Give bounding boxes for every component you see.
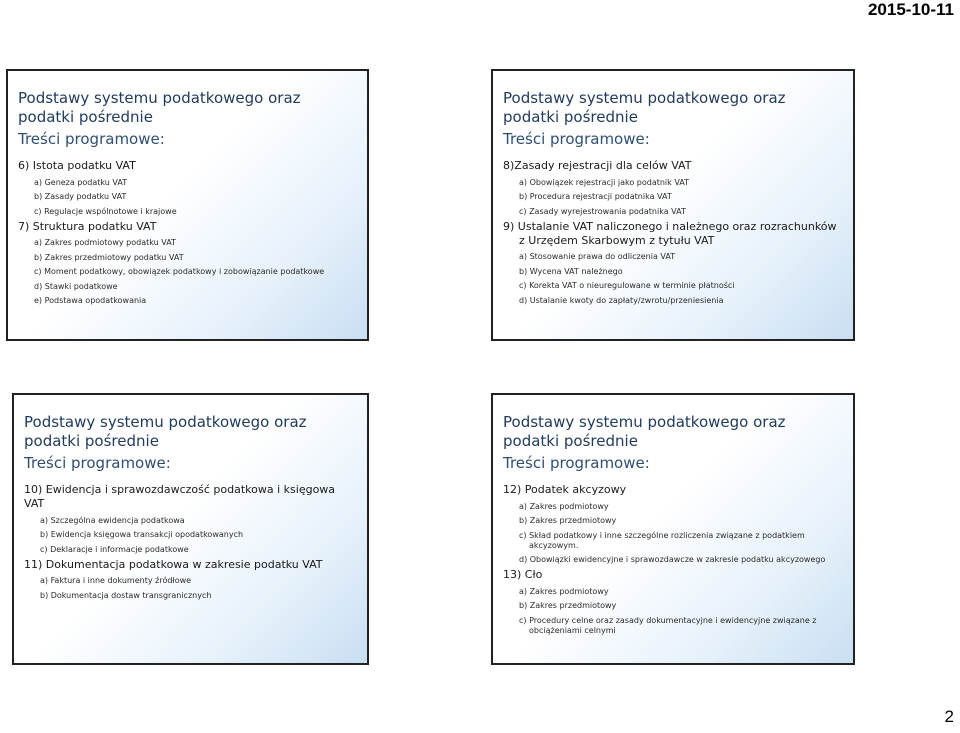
outline-subitem: c) Deklaracje i informacje podatkowe [40,544,189,554]
outline-subitem: c) Moment podatkowy, obowiązek podatkowy i zobowiązanie podatkowe [34,267,325,276]
outline-subitem: c) Korekta VAT o nieuregulowane w terminie płatności [519,281,735,290]
outline-subitem: b) Zakres przedmiotowy [519,601,617,610]
outline-subitem: a) Zakres podmiotowy [519,586,609,596]
outline-item: 6) Istota podatku VAT [18,159,136,172]
outline-subitem: d) Obowiązki ewidencyjne i sprawozdawcze w zakresie podatku akcyzowego [519,555,826,564]
outline-subitem: a) Stosowanie prawa do odliczenia VAT [519,252,676,261]
slide-subtitle: Treści programowe: [503,130,650,148]
slide-title: Podstawy systemu podatkowego oraz podatki pośrednie [503,89,786,126]
outline-subitem: a) Zakres podmiotowy [519,501,609,511]
outline-subitem: a) Szczególna ewidencja podatkowa [40,515,185,525]
outline-subitem: a) Obowiązek rejestracji jako podatnik VAT [519,177,690,187]
slide-title: Podstawy systemu podatkowego oraz podatki pośrednie [503,413,786,450]
outline-subitem: d) Ustalanie kwoty do zapłaty/zwrotu/przeniesienia [519,295,724,305]
outline-item: 12) Podatek akcyzowy [503,483,627,496]
outline-subitem: c) Regulacje wspólnotowe i krajowe [34,206,177,216]
outline-subitem: b) Wycena VAT należnego [519,266,623,276]
outline-subitem: b) Zasady podatku VAT [34,192,127,201]
slide-subtitle: Treści programowe: [503,454,650,472]
page-date: 2015-10-11 [867,0,954,19]
outline-subitem: c) Skład podatkowy i inne szczególne rozliczenia związane z podatkiem akcyzowym. [519,530,805,550]
outline-item: 11) Dokumentacja podatkowa w zakresie podatku VAT [24,557,323,571]
outline-subitem: e) Podstawa opodatkowania [34,296,147,305]
outline-subitem: c) Procedury celne oraz zasady dokumentacyjne i ewidencyjne związane z obciążeniami celnymi [519,615,817,635]
slide-4 [491,393,855,665]
slide-title: Podstawy systemu podatkowego oraz podatki pośrednie [18,89,301,126]
outline-subitem: b) Dokumentacja dostaw transgranicznych [40,590,212,600]
outline-subitem: b) Ewidencja księgowa transakcji opodatkowanych [40,530,244,539]
outline-item: 9) Ustalanie VAT naliczonego i należnego oraz rozrachunków z Urzędem Skarbowym z tytułu VAT [503,219,837,247]
outline-item: 13) Cło [503,568,543,581]
slide-subtitle: Treści programowe: [24,454,171,472]
outline-item: 7) Struktura podatku VAT [18,219,157,233]
outline-item: 8)Zasady rejestracji dla celów VAT [503,159,692,172]
slide-title: Podstawy systemu podatkowego oraz podatki pośrednie [24,413,307,450]
outline-item: 10) Ewidencja i sprawozdawczość podatkowa i księgowa VAT [24,483,336,510]
page-number: 2 [944,707,954,726]
outline-subitem: b) Zakres przedmiotowy [519,516,617,525]
outline-subitem: a) Faktura i inne dokumenty źródłowe [40,576,192,585]
outline-subitem: b) Procedura rejestracji podatnika VAT [519,192,672,201]
slide-2 [491,69,855,341]
outline-subitem: b) Zakres przedmiotowy podatku VAT [34,252,184,262]
slide-subtitle: Treści programowe: [18,130,165,148]
slide-1 [6,69,369,341]
outline-subitem: a) Zakres podmiotowy podatku VAT [34,238,176,247]
outline-subitem: c) Zasady wyrejestrowania podatnika VAT [519,206,686,216]
outline-subitem: a) Geneza podatku VAT [34,177,128,187]
slide-3 [12,393,369,665]
outline-subitem: d) Stawki podatkowe [34,281,118,291]
